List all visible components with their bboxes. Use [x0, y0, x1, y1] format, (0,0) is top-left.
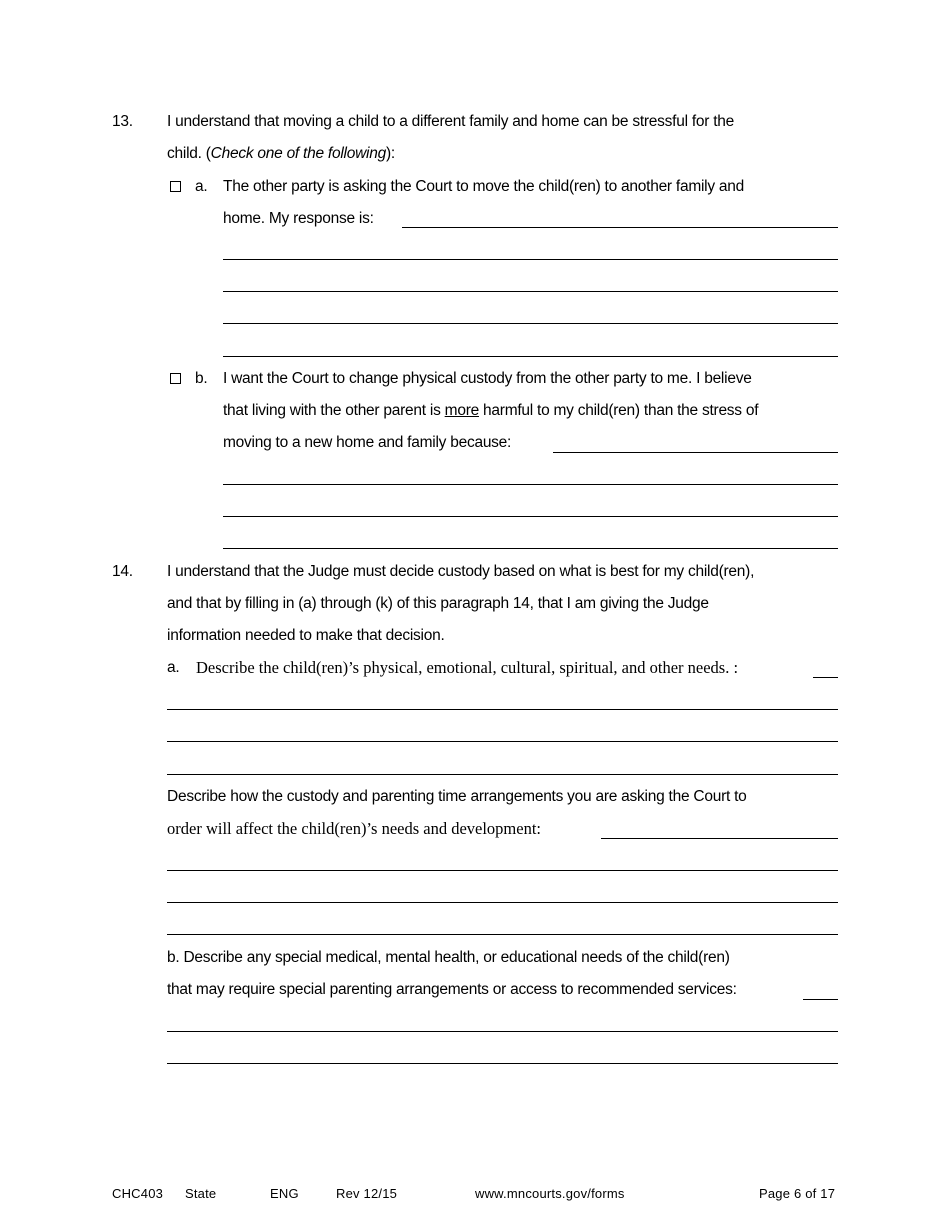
q13a-line1: The other party is asking the Court to move the child(ren) to another family and — [223, 178, 745, 195]
q14-intro-line2: and that by filling in (a) through (k) of this paragraph 14, that I am giving the Judge — [167, 595, 709, 612]
q14-arrangements-response-line[interactable] — [167, 934, 838, 935]
footer-form-id: CHC403 — [112, 1186, 164, 1201]
q14-intro-line3: information needed to make that decision. — [167, 627, 445, 644]
footer-jurisdiction: State — [185, 1186, 217, 1201]
q14-arrangements-response-line[interactable] — [167, 902, 838, 903]
q13b-line2: that living with the other parent is more harmful to my child(ren) than the stress of — [223, 402, 759, 419]
q14b-response-line[interactable] — [803, 999, 838, 1000]
q13a-response-line[interactable] — [223, 259, 838, 260]
q13b-response-line[interactable] — [553, 452, 838, 453]
q13b-response-line[interactable] — [223, 548, 838, 549]
q13a-response-line[interactable] — [223, 323, 838, 324]
q14a-letter: a. — [167, 659, 180, 676]
q14a-response-line[interactable] — [167, 709, 838, 710]
q14a-response-line[interactable] — [167, 741, 838, 742]
q14a-prompt: Describe the child(ren)’s physical, emotional, cultural, spiritual, and other needs. : — [196, 658, 739, 677]
q13a-response-line[interactable] — [223, 356, 838, 357]
q13a-response-line[interactable] — [223, 291, 838, 292]
footer-url: www.mncourts.gov/forms — [475, 1186, 625, 1201]
q14a-response-line[interactable] — [167, 774, 838, 775]
q13a-checkbox[interactable] — [170, 181, 181, 192]
q13a-response-line[interactable] — [402, 227, 838, 228]
q14b-line1: b. Describe any special medical, mental health, or educational needs of the child(ren) — [167, 949, 730, 966]
q14-arrangements-response-line[interactable] — [601, 838, 838, 839]
footer-language: ENG — [270, 1186, 299, 1201]
q13b-line1: I want the Court to change physical custody from the other party to me. I believe — [223, 370, 752, 387]
q14-arrangements-line1: Describe how the custody and parenting time arrangements you are asking the Court to — [167, 788, 747, 805]
q14a-response-line[interactable] — [813, 677, 838, 678]
q14b-response-line[interactable] — [167, 1063, 838, 1064]
emphasis-more: more — [444, 402, 479, 419]
q13b-line3: moving to a new home and family because: — [223, 434, 512, 451]
q13a-letter: a. — [195, 178, 208, 195]
q14-intro-line1: I understand that the Judge must decide custody based on what is best for my child(ren), — [167, 563, 755, 580]
q14b-response-line[interactable] — [167, 1031, 838, 1032]
footer-revision: Rev 12/15 — [336, 1186, 398, 1201]
q13-number: 13. — [112, 113, 133, 130]
q13b-checkbox[interactable] — [170, 373, 181, 384]
q13a-line2: home. My response is: — [223, 210, 374, 227]
q14-arrangements-line2: order will affect the child(ren)’s needs and development: — [167, 819, 542, 838]
q14-arrangements-response-line[interactable] — [167, 870, 838, 871]
q13b-response-line[interactable] — [223, 516, 838, 517]
q13b-letter: b. — [195, 370, 208, 387]
q13-instruction: Check one of the following — [210, 145, 386, 162]
footer-page-number: Page 6 of 17 — [759, 1186, 836, 1201]
q14-number: 14. — [112, 563, 133, 580]
q14b-line2: that may require special parenting arrangements or access to recommended services: — [167, 981, 737, 998]
q13-intro-line2: child. (Check one of the following): — [167, 145, 395, 162]
q13-intro-line1: I understand that moving a child to a different family and home can be stressful for the — [167, 113, 735, 130]
q13b-response-line[interactable] — [223, 484, 838, 485]
